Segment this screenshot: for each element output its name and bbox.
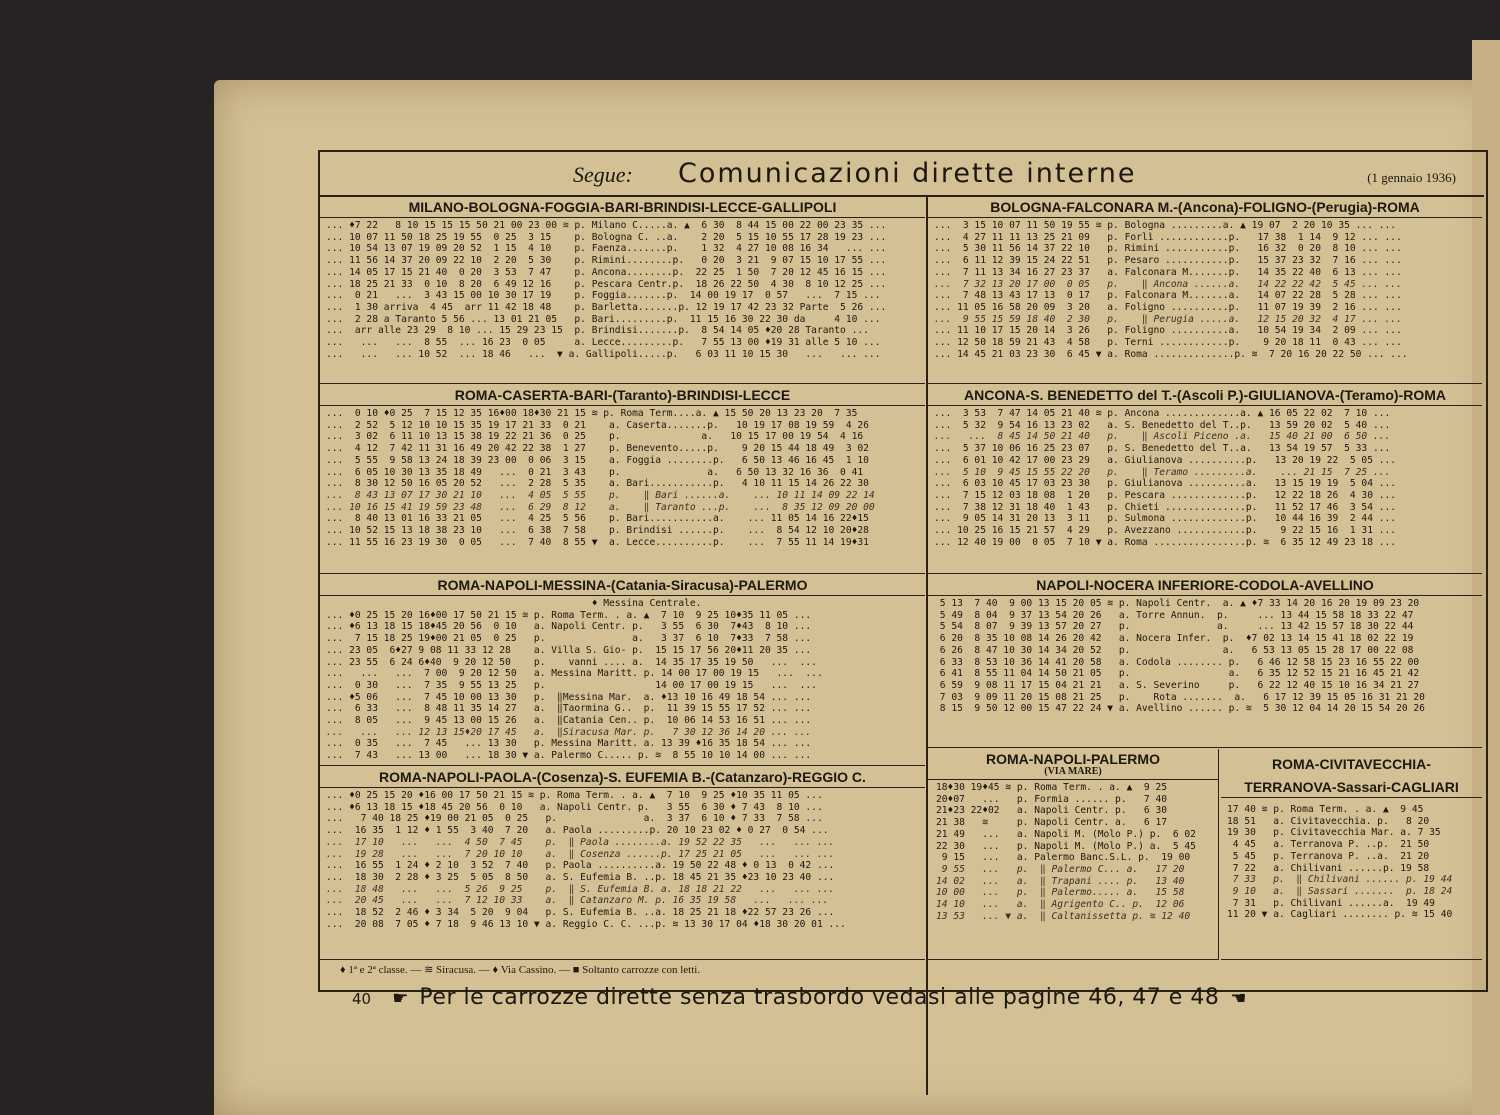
table-row: ... 7 38 12 31 18 40 1 43 p. Chieti ..............p. 11 52 17 46 3 54 ... <box>934 501 1397 513</box>
table-row: ... 11 05 16 58 20 09 3 20 a. Foligno ..........p. 11 07 19 39 2 16 ... ... <box>934 301 1402 313</box>
table-row: 21 38 ≋ p. Napoli Centr. a. 6 17 <box>936 817 1168 829</box>
page-title: Comunicazioni dirette interne <box>678 158 1137 189</box>
table-row: ... 2 52 5 12 10 10 15 35 19 17 21 33 0 21 a. Caserta.......p. 10 19 17 08 19 59 4 26 <box>326 419 869 431</box>
table-row: ... 0 10 ♦0 25 7 15 12 35 16♦00 18♦30 21 15 ≋ p. Roma Term....a. ▲ 15 50 20 13 23 20 7 35 <box>326 408 858 419</box>
table-row: 10 00 ... p. ‖ Palermo..... a. 15 58 <box>936 887 1185 899</box>
table-row: ... 5 37 10 06 16 25 23 07 p. S. Benedetto del T..a. 13 54 19 57 5 33 ... <box>934 443 1391 455</box>
table-row: ... 16 55 1 24 ♦ 2 10 3 52 7 40 p. Paola ..........a. 19 50 22 48 ♦ 0 13 0 42 ... <box>326 860 835 872</box>
section-title: ROMA-NAPOLI-PAOLA-(Cosenza)-S. EUFEMIA B.-(Catanzaro)-REGGIO C. <box>320 767 925 788</box>
table-row: ... 5 10 9 45 15 55 22 20 p. ‖ Teramo .........a. ... 21 15 7 25 ... <box>934 466 1391 478</box>
table-row: ... 9 05 14 31 20 13 3 11 p. Sulmona .............p. 10 44 16 39 2 44 ... <box>934 513 1397 525</box>
table-row: 7 31 p. Chilivani ......a. 19 49 <box>1227 897 1435 909</box>
section-title: BOLOGNA-FALCONARA M.-(Ancona)-FOLIGNO-(Perugia)-ROMA <box>928 197 1482 218</box>
table-row: 19 30 p. Civitavecchia Mar. a. 7 35 <box>1227 827 1441 839</box>
table-row: 14 10 ... a. ‖ Agrigento C.. p. 12 06 <box>936 899 1185 911</box>
section-roma-reggio <box>320 767 925 960</box>
section-subtitle: (VIA MARE) <box>1044 766 1102 777</box>
table-row: ... 7 15 12 03 18 08 1 20 p. Pescara .............p. 12 22 18 26 4 30 ... <box>934 489 1397 501</box>
pointing-hand-right-icon: ☛ <box>392 988 409 1009</box>
section-roma-napoli-messina <box>320 575 925 766</box>
table-row: ... 10 07 11 50 18 25 19 55 0 25 3 15 p. Bologna C. ..a. 2 20 5 15 10 55 17 28 19 23 ... <box>326 231 887 243</box>
table-row: 6 26 8 47 10 30 14 34 20 52 p. a. 6 53 13 05 15 28 17 00 22 08 <box>934 644 1414 656</box>
table-row: ... 14 45 21 03 23 30 6 45 ▼ a. Roma ..............p. ≋ 7 20 16 20 22 50 ... ... <box>934 348 1408 360</box>
table-row: ... 2 28 a Taranto 5 56 ... 13 01 21 05 p. Bari.........p. 11 15 16 30 22 30 da 4 10 ... <box>326 313 881 325</box>
table-row: ... 6 03 10 45 17 03 23 30 p. Giulianova ..........a. 13 15 19 19 5 04 ... <box>934 478 1397 490</box>
table-row: ... 6 01 10 42 17 00 23 29 a. Giulianova ..........p. 13 20 19 22 5 05 ... <box>934 454 1397 466</box>
section-rows <box>320 406 925 548</box>
section-title: ROMA-NAPOLI-PALERMO <box>986 751 1160 767</box>
table-row: ... 16 35 1 12 ♦ 1 55 3 40 7 20 a. Paola .........p. 20 10 23 02 ♦ 0 27 0 54 ... <box>326 825 829 837</box>
table-row: ... ... 8 45 14 50 21 40 p. ‖ Ascoli Piceno .a. 15 40 21 00 6 50 ... <box>934 431 1391 443</box>
table-row: ... 1 30 arriva 4 45 arr 11 42 18 48 p. Barletta.......p. 12 19 17 42 23 32 Parte 5 26 ... <box>326 301 887 313</box>
table-row: ... ♦6 13 18 15 18♦45 20 56 0 10 a. Napoli Centr. p. 3 55 6 30 7♦43 8 10 ... <box>326 621 812 633</box>
pointing-hand-left-icon: ☚ <box>1230 988 1247 1009</box>
table-row: 7 33 p. ‖ Chilivani ...... p. 19 44 <box>1227 874 1453 886</box>
section-bologna <box>928 197 1482 384</box>
table-row: 18♦30 19♦45 ≋ p. Roma Term. . a. ▲ 9 25 <box>936 782 1168 793</box>
table-row: ... 8 30 12 50 16 05 20 52 ... 2 28 5 35 a. Bari...........p. 4 10 11 15 14 26 22 30 <box>326 478 869 490</box>
table-row: 22 30 ... p. Napoli M. (Molo P.) a. 5 45 <box>936 840 1196 852</box>
table-row: 9 55 ... p. ‖ Palermo C... a. 17 20 <box>936 863 1185 875</box>
table-row: ... 11 10 17 15 20 14 3 26 p. Foligno ..........a. 10 54 19 34 2 09 ... ... <box>934 325 1402 337</box>
table-row: 20♦07 ... p. Formia ...... p. 7 40 <box>936 793 1168 805</box>
table-row: ... 8 05 ... 9 45 13 00 15 26 a. ‖Catania Cen.. p. 10 06 14 53 16 51 ... ... <box>326 715 812 727</box>
section-roma-civitavecchia <box>1221 749 1482 960</box>
section-title: ROMA-NAPOLI-MESSINA-(Catania-Siracusa)-PALERMO <box>320 575 925 596</box>
table-row: ... ♦7 22 8 10 15 15 15 50 21 00 23 00 ≋ p. Milano C.....a. ▲ 6 30 8 44 15 00 22 00 23 35 ... <box>326 220 887 231</box>
table-row: ... 18 48 ... ... 5 26 9 25 p. ‖ S. Eufemia B. a. 18 18 21 22 ... ... ... <box>326 883 835 895</box>
table-row: ... 12 40 19 00 0 05 7 10 ▼ a. Roma ................p. ≋ 6 35 12 49 23 18 ... <box>934 536 1397 548</box>
section-roma-palermo <box>928 749 1219 960</box>
table-row: 7 03 9 09 11 20 15 08 21 25 p. Rota ....... a. 6 17 12 39 15 05 16 31 21 20 <box>934 691 1425 703</box>
footer-note: Per le carrozze dirette senza trasbordo vedasi alle pagine 46, 47 e 48 <box>419 985 1220 1010</box>
table-row: ... 20 45 ... ... 7 12 10 33 a. ‖ Catanzaro M. p. 16 35 19 58 ... ... ... <box>326 895 829 907</box>
table-row: ... 4 27 11 11 13 25 21 09 p. Forlì ............p. 17 38 1 14 9 12 ... ... <box>934 231 1402 243</box>
table-row: ... 11 56 14 37 20 09 22 10 2 20 5 30 p. Rimini........p. 0 20 3 21 9 07 15 10 17 55 ... <box>326 255 887 267</box>
table-row: ... ... ... 8 55 ... 16 23 0 05 a. Lecce.........p. 7 55 13 00 ♦19 31 alle 5 10 ... <box>326 337 881 349</box>
table-row: 13 53 ... ▼ a. ‖ Caltanissetta p. ≋ 12 40 <box>936 910 1191 922</box>
table-row: ... 3 53 7 47 14 05 21 40 ≋ p. Ancona .............a. ▲ 16 05 22 02 7 10 ... <box>934 408 1391 419</box>
section-roma-caserta <box>320 385 925 574</box>
table-row: ... 9 55 15 59 18 40 2 30 p. ‖ Perugia .....a. 12 15 20 32 4 17 ... ... <box>934 313 1402 325</box>
table-row: 7 22 a. Chilivani ......p. 19 58 <box>1227 862 1430 874</box>
table-row: ... 5 32 9 54 16 13 23 02 a. S. Benedetto del T..p. 13 59 20 02 5 40 ... <box>934 419 1391 431</box>
section-rows <box>928 779 1218 922</box>
table-row: 9 15 ... a. Palermo Banc.S.L. p. 19 00 <box>936 852 1191 864</box>
table-row: ... 11 55 16 23 19 30 0 05 ... 7 40 8 55 ▼ a. Lecce..........p. ... 7 55 11 14 19♦31 <box>326 536 869 548</box>
table-row: ... 6 11 12 39 15 24 22 51 p. Pesaro ...........p. 15 37 23 32 7 16 ... ... <box>934 255 1402 267</box>
table-row: 6 41 8 55 11 04 14 50 21 05 p. a. 6 35 12 52 15 21 16 45 21 42 <box>934 668 1420 680</box>
table-row: ... 7 15 18 25 19♦00 21 05 0 25 p. a. 3 37 6 10 7♦33 7 58 ... <box>326 633 812 645</box>
table-row: ... 10 25 16 15 21 57 4 29 p. Avezzano ............p. 9 22 15 16 1 31 ... <box>934 525 1397 537</box>
section-title: ROMA-CASERTA-BARI-(Taranto)-BRINDISI-LECCE <box>320 385 925 406</box>
section-rows <box>1221 798 1482 921</box>
section-title: NAPOLI-NOCERA INFERIORE-CODOLA-AVELLINO <box>928 575 1482 596</box>
table-row: ♦ Messina Centrale. <box>326 598 702 609</box>
table-row: ... ... ... 10 52 ... 18 46 ... ▼ a. Gallipoli.....p. 6 03 11 10 15 30 ... ... ... <box>326 348 881 360</box>
table-row: ... ♦6 13 18 15 ♦18 45 20 56 0 10 a. Napoli Centr. p. 3 55 6 30 ♦ 7 43 8 10 ... <box>326 801 823 813</box>
table-row: 17 40 ≋ p. Roma Term. . a. ▲ 9 45 <box>1227 804 1424 815</box>
table-row: 5 45 p. Terranova P. ..a. 21 20 <box>1227 850 1430 862</box>
section-rows <box>320 788 925 930</box>
section-title: ANCONA-S. BENEDETTO del T.-(Ascoli P.)-GIULIANOVA-(Teramo)-ROMA <box>928 385 1482 406</box>
table-row: 21 49 ... a. Napoli M. (Molo P.) p. 6 02 <box>936 828 1196 840</box>
table-row: ... 8 43 13 07 17 30 21 10 ... 4 05 5 55 p. ‖ Bari ......a. ... 10 11 14 09 22 14 <box>326 489 875 501</box>
table-row: ... 12 50 18 59 21 43 4 58 p. Terni ............p. 9 20 18 11 0 43 ... ... <box>934 337 1402 349</box>
table-row: 9 10 a. ‖ Sassari ....... p. 18 24 <box>1227 885 1453 897</box>
header-date: (1 gennaio 1936) <box>1367 170 1456 185</box>
header-prefix: Segue: <box>573 162 633 187</box>
page-footer <box>352 985 1253 1010</box>
table-row: 4 45 a. Terranova P. ..p. 21 50 <box>1227 839 1430 851</box>
table-row: 21♦23 22♦02 a. Napoli Centr. p. 6 30 <box>936 805 1168 817</box>
table-row: ... 19 28 ... ... 7 20 10 10 a. ‖ Cosenza ......p. 17 25 21 05 ... ... ... <box>326 848 835 860</box>
section-rows <box>928 218 1482 360</box>
table-row: ... arr alle 23 29 8 10 ... 15 29 23 15 p. Brindisi.......p. 8 54 14 05 ♦20 28 Taranto ... <box>326 325 869 337</box>
table-row: ... ... ... 7 00 9 20 12 50 a. Messina Maritt. p. 14 00 17 00 19 15 ... ... <box>326 668 823 680</box>
section-milano <box>320 197 925 384</box>
table-row: ... 0 30 ... 7 35 9 55 13 25 p. 14 00 17 00 19 15 ... ... <box>326 679 817 691</box>
table-row: ... 7 32 13 20 17 00 0 05 p. ‖ Ancona ......a. 14 22 22 42 5 45 ... ... <box>934 278 1402 290</box>
table-row: ... 20 08 7 05 ♦ 7 18 9 46 13 10 ▼ a. Reggio C. C. ...p. ≋ 13 30 17 04 ♦18 30 20 01 ... <box>326 918 846 930</box>
table-row: ... 23 05 6♦27 9 08 11 33 12 28 a. Villa S. Gio- p. 15 15 17 56 20♦11 20 35 ... <box>326 644 812 656</box>
table-row: ... 6 05 10 30 13 35 18 49 ... 0 21 3 43 p. a. 6 50 13 32 16 36 0 41 <box>326 466 864 478</box>
table-row: ... 7 43 ... 13 00 ... 18 30 ▼ a. Palermo C..... p. ≋ 8 55 10 10 14 00 ... ... <box>326 750 812 762</box>
page-number: 40 <box>352 990 372 1008</box>
section-title: MILANO-BOLOGNA-FOGGIA-BARI-BRINDISI-LECCE-GALLIPOLI <box>320 197 925 218</box>
section-subtitle: TERRANOVA-Sassari-CAGLIARI <box>1221 777 1482 798</box>
table-row: ... 18 30 2 28 ♦ 3 25 5 05 8 50 a. S. Eufemia B. ..p. 18 45 21 35 ♦23 10 23 40 ... <box>326 871 835 883</box>
table-row: ... 23 55 6 24 6♦40 9 20 12 50 p. vanni .... a. 14 35 17 35 19 50 ... ... <box>326 656 817 668</box>
table-row: ... 8 40 13 01 16 33 21 05 ... 4 25 5 56 p. Bari...........a. ... 11 05 14 16 22♦15 <box>326 513 869 525</box>
table-row: 6 59 9 08 11 17 15 04 21 21 a. S. Severino p. 6 22 12 40 15 10 16 34 21 27 <box>934 679 1420 691</box>
section-rows <box>320 218 925 360</box>
table-row: ... ♦5 06 ... 7 45 10 00 13 30 p. ‖Messina Mar. a. ♦13 10 16 49 18 54 ... ... <box>326 691 812 703</box>
table-row: 5 49 8 04 9 37 13 54 20 26 a. Torre Annun. p. ... 13 44 15 58 18 33 22 47 <box>934 609 1414 621</box>
table-row: ... ... ... 12 13 15♦20 17 45 a. ‖Siracusa Mar. p. 7 30 12 36 14 20 ... ... <box>326 726 812 738</box>
table-row: 14 02 ... a. ‖ Trapani .... p. 13 40 <box>936 875 1185 887</box>
section-rows <box>928 596 1482 715</box>
table-row: ... 0 21 ... 3 43 15 00 10 30 17 19 p. Foggia.......p. 14 00 19 17 0 57 ... 7 15 ... <box>326 290 881 302</box>
table-row: ... 4 12 7 42 11 31 16 49 20 42 22 38 1 27 p. Benevento.....p. 9 20 15 44 18 49 3 02 <box>326 443 869 455</box>
footnote: ♦ 1ª e 2ª classe. — ≋ Siracusa. — ♦ Via Cassino. — ■ Soltanto carrozze con letti. <box>340 964 701 976</box>
table-row: 5 13 7 40 9 00 13 15 20 05 ≋ p. Napoli Centr. a. ▲ ♦7 33 14 20 16 20 19 09 23 20 <box>934 598 1420 609</box>
table-row: ... 18 25 21 33 0 10 8 20 6 49 12 16 p. Pescara Centr.p. 18 26 22 50 4 30 8 10 12 25 ... <box>326 278 887 290</box>
table-row: ... 3 02 6 11 10 13 15 38 19 22 21 36 0 25 p. a. 10 15 17 00 19 54 4 16 <box>326 431 864 443</box>
table-row: ... 6 33 ... 8 48 11 35 14 27 a. ‖Taormina G.. p. 11 39 15 55 17 52 ... ... <box>326 703 812 715</box>
table-row: ... ♦0 25 15 20 ♦16 00 17 50 21 15 ≋ p. Roma Term. . a. ▲ 7 10 9 25 ♦10 35 11 05 ... <box>326 790 823 801</box>
table-row: ... 5 55 9 58 13 24 18 39 23 00 0 06 3 15 a. Foggia ........p. 6 50 13 46 16 45 1 10 <box>326 454 869 466</box>
section-title: ROMA-CIVITAVECCHIA- <box>1272 756 1431 772</box>
table-row: ... 17 10 ... ... 4 50 7 45 p. ‖ Paola ........a. 19 52 22 35 ... ... ... <box>326 836 835 848</box>
table-row: ... 14 05 17 15 21 40 0 20 3 53 7 47 p. Ancona........p. 22 25 1 50 7 20 12 45 16 15 ... <box>326 266 887 278</box>
table-row: ... 5 30 11 56 14 37 22 10 p. Rimini ...........p. 16 32 0 20 8 10 ... ... <box>934 243 1402 255</box>
table-row: ... 10 54 13 07 19 09 20 52 1 15 4 10 p. Faenza.......p. 1 32 4 27 10 08 16 34 ... ... <box>326 243 887 255</box>
table-row: 8 15 9 50 12 00 15 47 22 24 ▼ a. Avellino ...... p. ≋ 5 30 12 04 14 20 15 54 20 26 <box>934 703 1425 715</box>
table-row: 5 54 8 07 9 39 13 57 20 27 p. a. ... 13 42 15 57 18 30 22 44 <box>934 621 1414 633</box>
table-row: ... 7 40 18 25 ♦19 00 21 05 0 25 p. a. 3 37 6 10 ♦ 7 33 7 58 ... <box>326 813 823 825</box>
table-row: 11 20 ▼ a. Cagliari ........ p. ≋ 15 40 <box>1227 909 1453 921</box>
section-ancona <box>928 385 1482 574</box>
table-row: ... 0 35 ... 7 45 ... 13 30 p. Messina Maritt. a. 13 39 ♦16 35 18 54 ... ... <box>326 738 812 750</box>
table-row: ... ♦0 25 15 20 16♦00 17 50 21 15 ≋ p. Roma Term. . a. ▲ 7 10 9 25 10♦35 11 05 ... <box>326 609 812 621</box>
table-row: 6 33 8 53 10 36 14 41 20 58 a. Codola ........ p. 6 46 12 58 15 23 16 55 22 00 <box>934 656 1420 668</box>
table-row: 6 20 8 35 10 08 14 26 20 42 a. Nocera Infer. p. ♦7 02 13 14 15 41 18 02 22 19 <box>934 633 1414 645</box>
page-header <box>318 150 1484 197</box>
table-row: ... 10 16 15 41 19 59 23 48 ... 6 29 8 12 a. ‖ Taranto ...p. ... 8 35 12 09 20 00 <box>326 501 875 513</box>
section-rows <box>928 406 1482 548</box>
table-row: ... 3 15 10 07 11 50 19 55 ≋ p. Bologna .........a. ▲ 19 07 2 20 10 35 ... ... <box>934 220 1397 231</box>
table-row: ... 10 52 15 13 18 38 23 10 ... 6 38 7 58 p. Brindisi ......p. ... 8 54 12 10 20♦28 <box>326 525 869 537</box>
section-napoli-nocera <box>928 575 1482 748</box>
table-row: ... 7 11 13 34 16 27 23 37 a. Falconara M.......p. 14 35 22 40 6 13 ... ... <box>934 266 1402 278</box>
table-row: 18 51 a. Civitavecchia. p. 8 20 <box>1227 815 1430 827</box>
table-row: ... 7 48 13 43 17 13 0 17 p. Falconara M.......a. 14 07 22 28 5 28 ... ... <box>934 290 1402 302</box>
section-rows <box>320 596 925 762</box>
table-row: ... 18 52 2 46 ♦ 3 34 5 20 9 04 p. S. Eufemia B. ..a. 18 25 21 18 ♦22 57 23 26 ... <box>326 907 835 919</box>
